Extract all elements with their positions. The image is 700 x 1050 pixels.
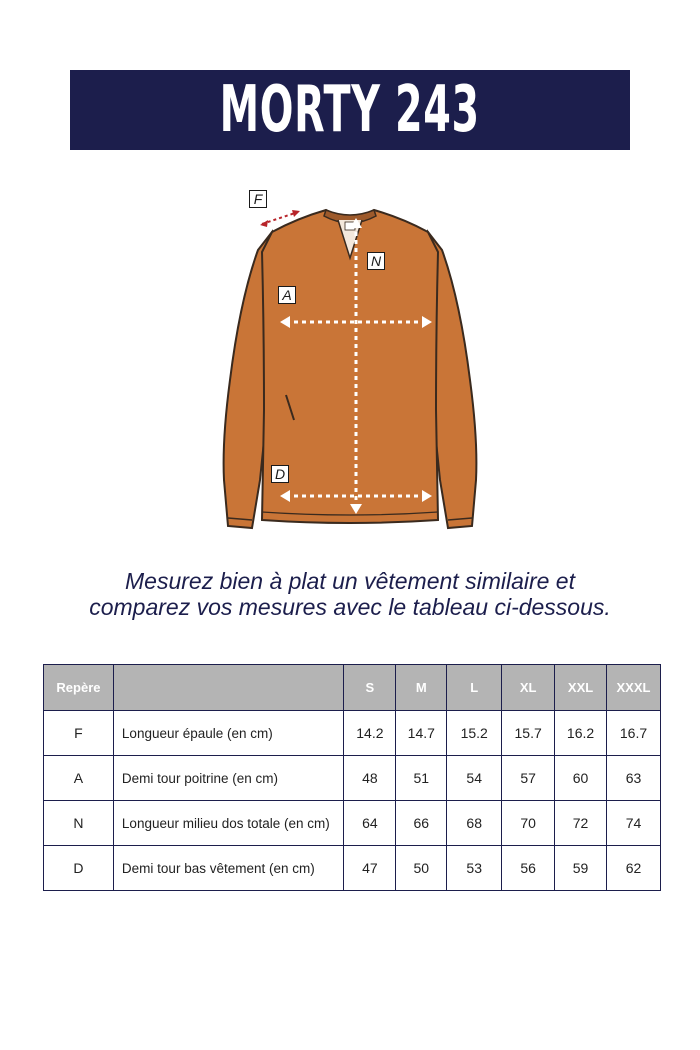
- cell-value: 15.2: [447, 711, 502, 756]
- row-repere: D: [44, 846, 114, 891]
- cell-value: 51: [396, 756, 447, 801]
- cell-value: 54: [447, 756, 502, 801]
- row-repere: F: [44, 711, 114, 756]
- cell-value: 72: [555, 801, 607, 846]
- row-label: Longueur épaule (en cm): [113, 711, 344, 756]
- table-row: [44, 846, 661, 891]
- cell-value: 74: [607, 801, 661, 846]
- cell-value: 66: [396, 801, 447, 846]
- cell-value: 70: [502, 801, 555, 846]
- size-chart-table: [43, 664, 661, 891]
- header-size-xxxl: XXXL: [607, 665, 661, 711]
- header-size-l: L: [447, 665, 502, 711]
- cell-value: 62: [607, 846, 661, 891]
- cell-value: 47: [344, 846, 396, 891]
- row-label: Longueur milieu dos totale (en cm): [113, 801, 344, 846]
- cell-value: 48: [344, 756, 396, 801]
- cell-value: 63: [607, 756, 661, 801]
- row-repere: N: [44, 801, 114, 846]
- cell-value: 64: [344, 801, 396, 846]
- marker-f: F: [249, 190, 267, 208]
- sweater-drawing: [200, 180, 500, 540]
- table-header-row: [44, 665, 661, 711]
- row-label: Demi tour bas vêtement (en cm): [113, 846, 344, 891]
- cell-value: 59: [555, 846, 607, 891]
- measurement-instructions: [40, 568, 660, 620]
- cell-value: 15.7: [502, 711, 555, 756]
- table-row: [44, 756, 661, 801]
- garment-illustration: [200, 180, 500, 540]
- cell-value: 14.2: [344, 711, 396, 756]
- cell-value: 50: [396, 846, 447, 891]
- table-row: [44, 711, 661, 756]
- title-banner: [70, 70, 630, 150]
- header-size-m: M: [396, 665, 447, 711]
- header-description: [113, 665, 344, 711]
- instructions-line-2: comparez vos mesures avec le tableau ci-dessous.: [89, 594, 611, 620]
- marker-d: D: [271, 465, 289, 483]
- cell-value: 60: [555, 756, 607, 801]
- cell-value: 16.7: [607, 711, 661, 756]
- cell-value: 53: [447, 846, 502, 891]
- cell-value: 14.7: [396, 711, 447, 756]
- row-label: Demi tour poitrine (en cm): [113, 756, 344, 801]
- table-row: [44, 801, 661, 846]
- header-size-xl: XL: [502, 665, 555, 711]
- cell-value: 56: [502, 846, 555, 891]
- marker-n: N: [367, 252, 385, 270]
- cell-value: 57: [502, 756, 555, 801]
- marker-a: A: [278, 286, 296, 304]
- cell-value: 16.2: [555, 711, 607, 756]
- cell-value: 68: [447, 801, 502, 846]
- page-title: MORTY 243: [219, 73, 481, 147]
- instructions-line-1: Mesurez bien à plat un vêtement similaire et: [125, 568, 575, 594]
- row-repere: A: [44, 756, 114, 801]
- header-repere: Repère: [44, 665, 114, 711]
- header-size-s: S: [344, 665, 396, 711]
- header-size-xxl: XXL: [555, 665, 607, 711]
